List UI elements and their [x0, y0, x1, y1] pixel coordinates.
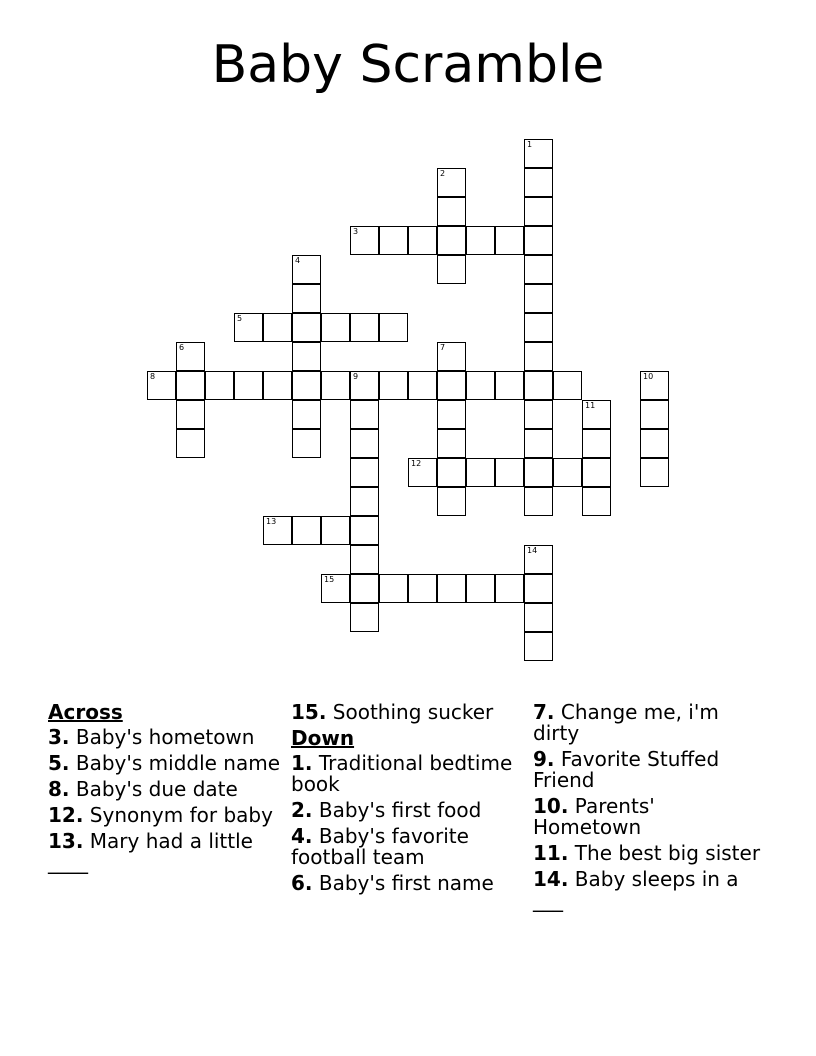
- crossword-cell[interactable]: [640, 400, 669, 429]
- clue-across-15: 15. Soothing sucker: [291, 700, 494, 724]
- crossword-cell[interactable]: [292, 313, 321, 342]
- crossword-cell[interactable]: [495, 226, 524, 255]
- crossword-cell[interactable]: [263, 371, 292, 400]
- clue-down-1: 1. Traditional bedtime book: [291, 751, 513, 796]
- crossword-cell[interactable]: [553, 371, 582, 400]
- crossword-cell[interactable]: [321, 574, 350, 603]
- crossword-cell[interactable]: [524, 574, 553, 603]
- crossword-cell[interactable]: [379, 371, 408, 400]
- crossword-cell[interactable]: [582, 429, 611, 458]
- crossword-cell[interactable]: [524, 371, 553, 400]
- crossword-cell[interactable]: [524, 139, 553, 168]
- crossword-cell[interactable]: [495, 371, 524, 400]
- crossword-cell[interactable]: [147, 371, 176, 400]
- crossword-cell[interactable]: [176, 400, 205, 429]
- cell-number: 9: [353, 372, 359, 381]
- crossword-cell[interactable]: [437, 371, 466, 400]
- crossword-cell[interactable]: [263, 313, 292, 342]
- crossword-cell[interactable]: [466, 458, 495, 487]
- crossword-cell[interactable]: [350, 458, 379, 487]
- clue-across-3: 3. Baby's hometown: [48, 725, 255, 749]
- crossword-cell[interactable]: [350, 371, 379, 400]
- crossword-cell[interactable]: [292, 371, 321, 400]
- clues-column-1: [48, 702, 283, 878]
- crossword-cell[interactable]: [524, 632, 553, 661]
- crossword-cell[interactable]: [408, 574, 437, 603]
- clue-across-5: 5. Baby's middle name: [48, 751, 281, 775]
- crossword-cell[interactable]: [640, 458, 669, 487]
- crossword-cell[interactable]: [379, 226, 408, 255]
- crossword-cell[interactable]: [437, 487, 466, 516]
- crossword-cell[interactable]: [205, 371, 234, 400]
- cell-number: 15: [324, 575, 335, 584]
- cell-number: 14: [527, 546, 538, 555]
- crossword-cell[interactable]: [466, 574, 495, 603]
- cell-number: 5: [237, 314, 243, 323]
- crossword-cell[interactable]: [524, 255, 553, 284]
- crossword-cell[interactable]: [350, 603, 379, 632]
- page-title: Baby Scramble: [211, 35, 605, 95]
- crossword-cell[interactable]: [408, 458, 437, 487]
- crossword-cell[interactable]: [437, 574, 466, 603]
- crossword-cell[interactable]: [524, 313, 553, 342]
- cell-number: 3: [353, 227, 359, 236]
- crossword-cell[interactable]: [437, 255, 466, 284]
- crossword-cell[interactable]: [437, 342, 466, 371]
- crossword-cell[interactable]: [176, 429, 205, 458]
- crossword-cell[interactable]: [292, 255, 321, 284]
- crossword-cell[interactable]: [350, 574, 379, 603]
- crossword-cell[interactable]: [437, 197, 466, 226]
- crossword-cell[interactable]: [553, 458, 582, 487]
- crossword-cell[interactable]: [524, 284, 553, 313]
- crossword-cell[interactable]: [524, 487, 553, 516]
- crossword-cell[interactable]: [524, 197, 553, 226]
- crossword-cell[interactable]: [234, 313, 263, 342]
- crossword-cell[interactable]: [582, 487, 611, 516]
- crossword-cell[interactable]: [321, 371, 350, 400]
- crossword-cell[interactable]: [640, 371, 669, 400]
- clue-down-10: 10. Parents' Hometown: [533, 794, 655, 839]
- crossword-cell[interactable]: [524, 603, 553, 632]
- crossword-cell[interactable]: [350, 313, 379, 342]
- crossword-cell[interactable]: [437, 400, 466, 429]
- clue-down-14: 14. Baby sleeps in a ___: [533, 867, 739, 912]
- clue-down-7: 7. Change me, i'm dirty: [533, 700, 719, 745]
- cell-number: 13: [266, 517, 277, 526]
- crossword-cell[interactable]: [437, 429, 466, 458]
- crossword-cell[interactable]: [292, 342, 321, 371]
- crossword-cell[interactable]: [582, 458, 611, 487]
- crossword-cell[interactable]: [176, 342, 205, 371]
- cell-number: 4: [295, 256, 301, 265]
- crossword-cell[interactable]: [495, 458, 524, 487]
- down-heading: Down: [291, 726, 355, 750]
- crossword-cell[interactable]: [408, 371, 437, 400]
- cell-number: 11: [585, 401, 596, 410]
- cell-number: 2: [440, 169, 446, 178]
- crossword-cell[interactable]: [466, 371, 495, 400]
- clue-across-12: 12. Synonym for baby: [48, 803, 273, 827]
- crossword-cell[interactable]: [292, 516, 321, 545]
- crossword-cell[interactable]: [466, 226, 495, 255]
- clues-column-2: [291, 702, 526, 899]
- crossword-cell[interactable]: [321, 313, 350, 342]
- crossword-cell[interactable]: [350, 545, 379, 574]
- crossword-cell[interactable]: [321, 516, 350, 545]
- clue-down-9: 9. Favorite Stuffed Friend: [533, 747, 720, 792]
- crossword-cell[interactable]: [408, 226, 437, 255]
- clue-across-8: 8. Baby's due date: [48, 777, 238, 801]
- cell-number: 1: [527, 140, 533, 149]
- crossword-cell[interactable]: [176, 371, 205, 400]
- cell-number: 6: [179, 343, 185, 352]
- clue-down-2: 2. Baby's first food: [291, 798, 482, 822]
- crossword-cell[interactable]: [524, 168, 553, 197]
- cell-number: 10: [643, 372, 654, 381]
- crossword-cell[interactable]: [379, 313, 408, 342]
- clues-column-3: [533, 702, 768, 916]
- clue-down-6: 6. Baby's first name: [291, 871, 494, 895]
- crossword-cell[interactable]: [437, 458, 466, 487]
- crossword-cell[interactable]: [524, 226, 553, 255]
- crossword-cell[interactable]: [495, 574, 524, 603]
- crossword-cell[interactable]: [524, 545, 553, 574]
- crossword-cell[interactable]: [350, 400, 379, 429]
- cell-number: 12: [411, 459, 422, 468]
- crossword-cell[interactable]: [350, 487, 379, 516]
- cell-number: 8: [150, 372, 156, 381]
- clue-down-4: 4. Baby's favorite football team: [291, 824, 469, 869]
- crossword-cell[interactable]: [350, 516, 379, 545]
- crossword-cell[interactable]: [234, 371, 263, 400]
- crossword-cell[interactable]: [640, 429, 669, 458]
- crossword-cell[interactable]: [263, 516, 292, 545]
- crossword-cell[interactable]: [437, 168, 466, 197]
- crossword-cell[interactable]: [524, 429, 553, 458]
- crossword-cell[interactable]: [350, 226, 379, 255]
- crossword-cell[interactable]: [524, 342, 553, 371]
- crossword-cell[interactable]: [350, 429, 379, 458]
- crossword-cell[interactable]: [582, 400, 611, 429]
- crossword-cell[interactable]: [524, 400, 553, 429]
- crossword-cell[interactable]: [292, 284, 321, 313]
- crossword-cell[interactable]: [524, 458, 553, 487]
- cell-number: 7: [440, 343, 446, 352]
- clue-across-13: 13. Mary had a little ____: [48, 829, 253, 874]
- crossword-cell[interactable]: [292, 429, 321, 458]
- crossword-cell[interactable]: [292, 400, 321, 429]
- across-heading: Across: [48, 700, 123, 724]
- crossword-cell[interactable]: [437, 226, 466, 255]
- crossword-cell[interactable]: [379, 574, 408, 603]
- clue-down-11: 11. The best big sister: [533, 841, 761, 865]
